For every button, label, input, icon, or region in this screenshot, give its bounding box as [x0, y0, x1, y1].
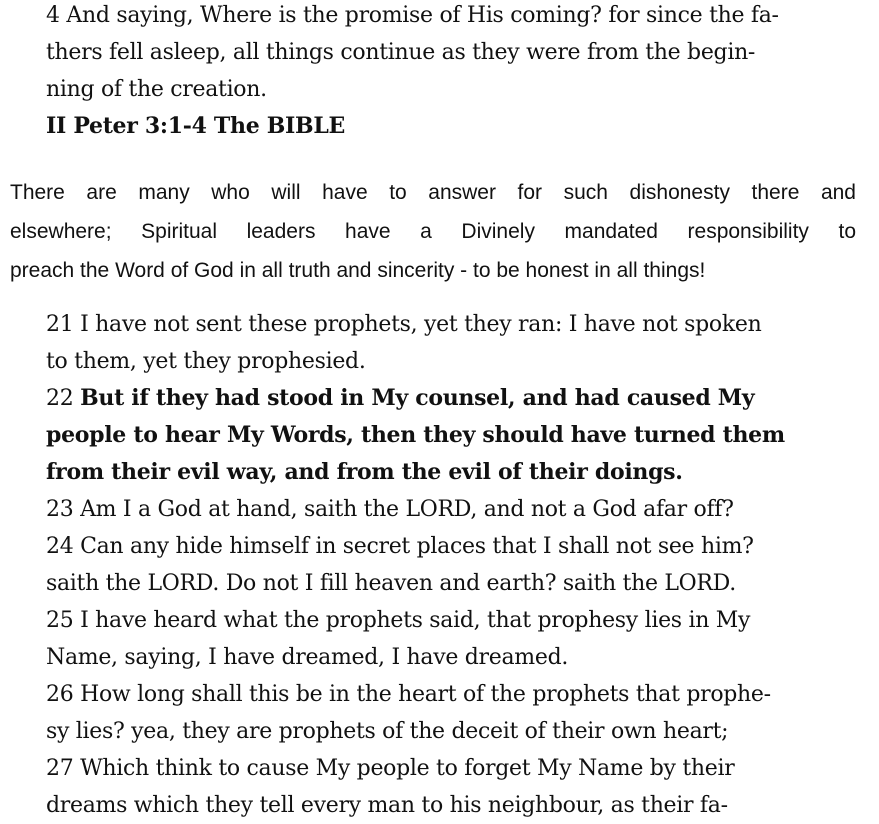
verse-text: saith the LORD. Do not I fill heaven and earth? saith the LORD. [46, 571, 736, 596]
verse-line [46, 602, 846, 639]
verse-text: 26 How long shall this be in the heart of the prophets that prophe- [46, 682, 771, 707]
verse-text: sy lies? yea, they are prophets of the deceit of their own heart; [46, 719, 729, 744]
verse-line: ning of the creation. [46, 77, 267, 102]
verse-line [46, 454, 846, 491]
verse-line [46, 787, 846, 824]
verse-line [46, 639, 846, 676]
commentary-paragraph [10, 173, 856, 290]
verse-emphasis: people to hear My Words, then they should have turned them [46, 422, 785, 448]
verse-line [46, 565, 846, 602]
verse-line: thers fell asleep, all things continue as they were from the begin- [46, 40, 756, 65]
verse-text: 27 Which think to cause My people to forget My Name by their [46, 756, 735, 781]
verse-text: to them, yet they prophesied. [46, 349, 366, 374]
verse-line [46, 750, 846, 787]
verse-emphasis: from their evil way, and from the evil of their doings. [46, 459, 683, 485]
scripture-passage-peter [46, 0, 846, 145]
verse-line [46, 306, 846, 343]
verse-text: 21 I have not sent these prophets, yet they ran: I have not spoken [46, 312, 762, 337]
verse-text: 22 [46, 386, 81, 411]
commentary-line: elsewhere; Spiritual leaders have a Divinely mandated responsibility to [10, 220, 856, 243]
verse-line [46, 676, 846, 713]
verse-emphasis: But if they had stood in My counsel, and had caused My [80, 385, 755, 411]
commentary-line: preach the Word of God in all truth and sincerity - to be honest in all things! [10, 259, 706, 282]
verse-text: Name, saying, I have dreamed, I have dreamed. [46, 645, 569, 670]
verse-line [46, 491, 846, 528]
verse-text: 24 Can any hide himself in secret places that I shall not see him? [46, 534, 754, 559]
verse-text: 25 I have heard what the prophets said, that prophesy lies in My [46, 608, 751, 633]
verse-text: 23 Am I a God at hand, saith the LORD, and not a God afar off? [46, 497, 734, 522]
verse-line [46, 417, 846, 454]
commentary-line: There are many who will have to answer for such dishonesty there and [10, 181, 856, 204]
verse-line [46, 380, 846, 417]
scripture-citation: II Peter 3:1-4 The BIBLE [46, 113, 345, 139]
verse-line [46, 343, 846, 380]
verse-line: 4 And saying, Where is the promise of His coming? for since the fa- [46, 3, 779, 28]
verse-text: dreams which they tell every man to his neighbour, as their fa- [46, 793, 728, 818]
verse-line [46, 713, 846, 750]
scripture-passage-jeremiah [46, 306, 846, 824]
verse-line [46, 528, 846, 565]
